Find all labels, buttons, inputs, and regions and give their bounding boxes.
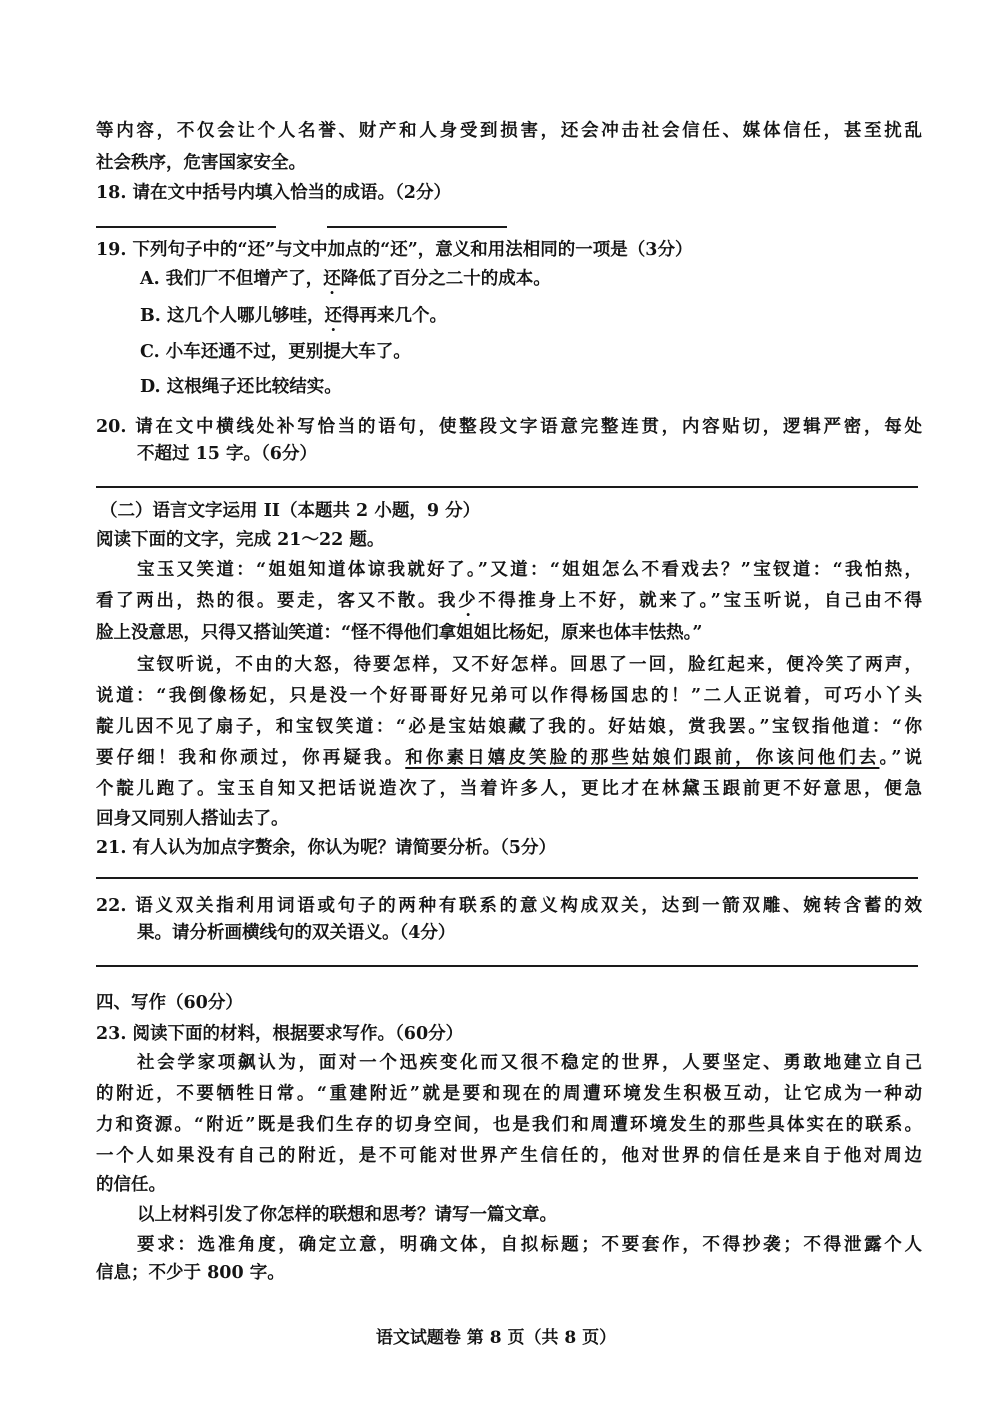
answer-blank-1[interactable] xyxy=(96,226,276,228)
excerpt-line: 回身又同别人搭讪去了。 xyxy=(96,809,289,829)
material-line: 力和资源。“附近”既是我们生存的切身空间，也是我们和周遭环境发生的那些具体实在的联系。 xyxy=(96,1115,922,1135)
emphasis-dot-char: 还 xyxy=(324,306,342,326)
excerpt-line: 靛儿因不见了扇子，和宝钗笑道：“必是宝姑娘藏了我的。好姑娘，赏我罢。”宝钗指他道：“你 xyxy=(96,717,922,737)
writing-prompt: 以上材料引发了你怎样的联想和思考？请写一篇文章。 xyxy=(137,1205,557,1225)
excerpt-line: 说道：“我倒像杨妃，只是没一个好哥哥好兄弟可以作得杨国忠的！”二人正说着，可巧小丫头 xyxy=(96,686,922,706)
question-22-line2: 果。请分析画横线句的双关语义。（4分） xyxy=(137,923,456,943)
emphasis-dot-char: 还 xyxy=(323,269,341,289)
option-c-pre: C. 小车 xyxy=(140,342,201,362)
material-line: 一个人如果没有自己的附近，是不可能对世界产生信任的，他对世界的信任是来自于他对周边 xyxy=(96,1146,922,1166)
question-20-line2: 不超过 15 字。（6分） xyxy=(137,444,317,464)
material-line: 的附近，不要牺牲日常。“重建附近”就是要和现在的周遭环境发生积极互动，让它成为一种动 xyxy=(96,1084,922,1104)
question-23: 23. 阅读下面的材料，根据要求写作。（60分） xyxy=(96,1024,464,1044)
material-line: 的信任。 xyxy=(96,1175,166,1195)
option-b-post: 得再来几个。 xyxy=(341,306,447,326)
option-a-pre: A. 我们厂不但增产了， xyxy=(140,269,324,289)
passage-line: 社会秩序，危害国家安全。 xyxy=(96,153,306,173)
writing-requirements: 信息；不少于 800 字。 xyxy=(96,1263,285,1283)
excerpt-line: 宝钗听说，不由的大怒，待要怎样，又不好怎样。回思了一回，脸红起来，便冷笑了两声， xyxy=(137,655,922,675)
excerpt-line xyxy=(96,588,922,614)
option-c-char: 还 xyxy=(200,342,219,362)
page-footer: 语文试题卷 第 8 页（共 8 页） xyxy=(375,1328,617,1348)
excerpt-fragment: 要仔细！我和你顽过，你再疑我。 xyxy=(96,748,406,768)
excerpt-line: 个靛儿跑了。宝玉自知又把话说造次了，当着许多人，更比才在林黛玉跟前更不好意思，便急 xyxy=(96,779,922,799)
answer-blank-2[interactable] xyxy=(327,226,507,228)
option-d-post: 比较结实。 xyxy=(254,377,342,397)
excerpt-line xyxy=(96,745,922,771)
passage-line: 等内容，不仅会让个人名誉、财产和人身受到损害，还会冲击社会信任、媒体信任，甚至扰乱 xyxy=(96,121,922,141)
section-title: （二）语言文字运用 II（本题共 2 小题，9 分） xyxy=(100,501,481,521)
option-d-pre: D. 这根绳子 xyxy=(140,377,237,397)
answer-line-21[interactable] xyxy=(96,877,918,879)
option-c xyxy=(140,339,966,365)
excerpt-line: 宝玉又笑道：“姐姐知道体谅我就好了。”又道：“姐姐怎么不看戏去？”宝钗道：“我怕热， xyxy=(137,560,922,580)
question-20-line1: 20. 请在文中横线处补写恰当的语句，使整段文字语意完整连贯，内容贴切，逻辑严密，每处 xyxy=(96,417,922,437)
option-b-pre: B. 这几个人哪儿够哇， xyxy=(140,306,325,326)
question-22-line1: 22. 语义双关指利用词语或句子的两种有联系的意义构成双关，达到一箭双雕、婉转含蓄的效 xyxy=(96,896,922,916)
section-intro: 阅读下面的文字，完成 21～22 题。 xyxy=(96,530,385,550)
option-c-post: 通不过，更别提大车了。 xyxy=(218,342,411,362)
excerpt-fragment: 看了两出，热的很。要走，客又不散。我 xyxy=(96,591,459,611)
option-a xyxy=(140,266,966,292)
excerpt-fragment: 不得推身上不好，就来了。”宝玉听说，自己由不得 xyxy=(478,591,923,611)
question-18: 18. 请在文中括号内填入恰当的成语。（2分） xyxy=(96,183,451,203)
excerpt-fragment: 。”说 xyxy=(879,748,923,768)
section-title: 四、写作（60分） xyxy=(96,993,243,1013)
excerpt-line: 脸上没意思，只得又搭讪笑道：“怪不得他们拿姐姐比杨妃，原来也体丰怯热。” xyxy=(96,623,703,643)
emphasis-dot-char: 少 xyxy=(458,591,479,611)
underlined-sentence: 和你素日嬉皮笑脸的那些姑娘们跟前，你该问他们去 xyxy=(405,748,880,768)
question-21: 21. 有人认为加点字赘余，你认为呢？请简要分析。（5分） xyxy=(96,838,556,858)
option-d-char: 还 xyxy=(236,377,255,397)
answer-line-22[interactable] xyxy=(96,965,918,967)
answer-line-20[interactable] xyxy=(96,486,918,488)
option-d xyxy=(140,374,966,400)
option-a-post: 降低了百分之二十的成本。 xyxy=(340,269,551,289)
material-line: 社会学家项飙认为，面对一个迅疾变化而又很不稳定的世界，人要坚定、勇敢地建立自己 xyxy=(137,1053,922,1073)
question-19-stem: 19. 下列句子中的“还”与文中加点的“还”，意义和用法相同的一项是（3分） xyxy=(96,240,693,260)
option-b xyxy=(140,303,966,329)
writing-requirements: 要求：选准角度，确定立意，明确文体，自拟标题；不要套作，不得抄袭；不得泄露个人 xyxy=(137,1235,922,1255)
